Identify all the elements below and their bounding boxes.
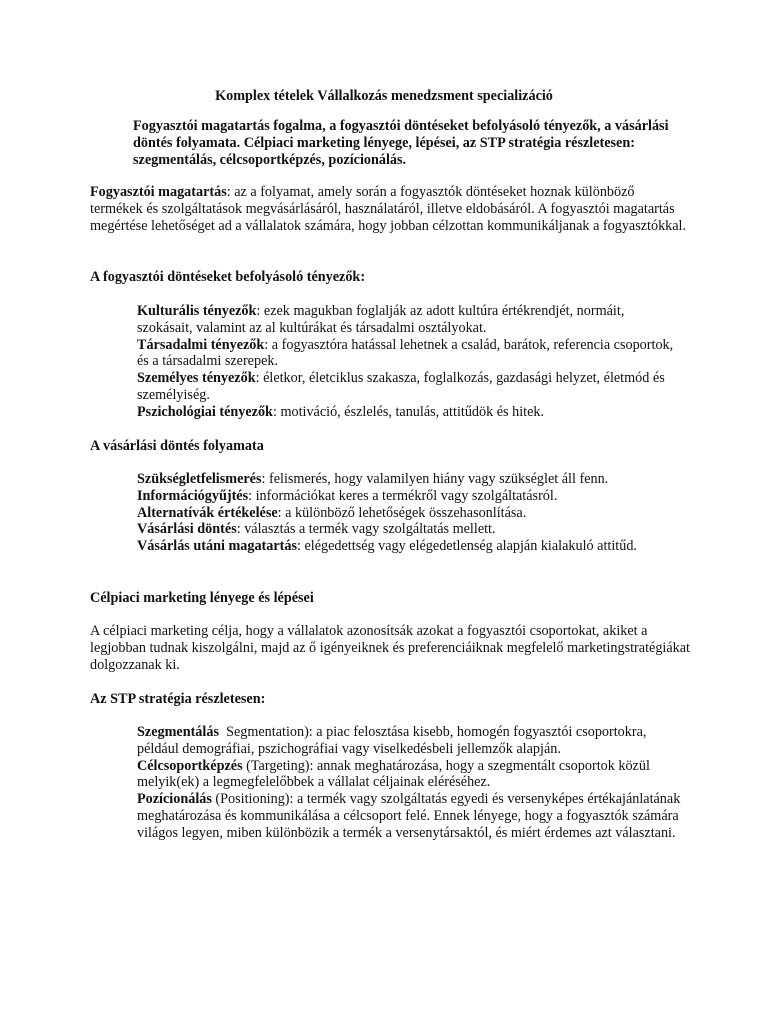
factor-term: Társadalmi tényezők <box>137 336 265 353</box>
stp-text: Segmentation): a piac felosztása kisebb, homogén fogyasztói csoportokra, például demográfiai, pszichográfiai vagy viselkedésbeli jellemzők alapján. <box>137 724 650 757</box>
process-text: : információkat keres a termékről vagy szolgáltatásról. <box>248 487 558 504</box>
list-item <box>137 404 682 421</box>
factor-term: Pszichológiai tényezők <box>137 403 273 420</box>
process-text: : felismerés, hogy valamilyen hiány vagy szükséglet áll fenn. <box>261 471 609 487</box>
factor-text: : motiváció, észlelés, tanulás, attitűdök és hitek. <box>272 403 545 420</box>
process-term: Információgyűjtés <box>137 487 249 504</box>
list-item <box>137 791 682 841</box>
factor-term: Személyes tényezők <box>137 370 256 387</box>
document-subtitle: Fogyasztói magatartás fogalma, a fogyasztói döntéseket befolyásoló tényezők, a vásárlási döntés folyamata. Célpiaci marketing lényege, lépései, az STP stratégia részletesen: szegmentálás, célcsoportképzés, pozícionálás. <box>133 118 669 168</box>
list-item <box>137 488 682 505</box>
list-item <box>137 303 682 337</box>
stp-term: Célcsoportképzés <box>137 757 243 774</box>
process-term: Szükségletfelismerés <box>137 471 262 487</box>
target-marketing-paragraph: A célpiaci marketing célja, hogy a vállalatok azonosítsák azokat a fogyasztói csoportokat, akiket a legjobban tudnak kiszolgálni, majd az ő igényeiknek és preferenciáiknak megfelelő marketingstratégiákat dolgozzanak ki. <box>90 623 690 673</box>
list-item <box>137 370 682 404</box>
intro-term: Fogyasztói magatartás <box>90 184 227 200</box>
process-term: Alternatívák értékelése <box>137 504 278 521</box>
stp-text: (Positioning): a termék vagy szolgáltatás egyedi és versenyképes értékajánlatának meghatározása és kommunikálása a célcsoport felé. Ennek lényege, hogy a fogyasztók számára világos legyen, miben különbözik a termék a versenytársaktól, és miért érdemes azt választani. <box>137 791 681 841</box>
factors-heading: A fogyasztói döntéseket befolyásoló tényezők: <box>90 269 366 285</box>
process-text: : a különböző lehetőségek összehasonlítása. <box>277 504 527 521</box>
list-item <box>137 471 682 488</box>
list-item <box>137 505 682 522</box>
stp-list <box>137 724 682 842</box>
stp-text: (Targeting): annak meghatározása, hogy a szegmentált csoportok közül melyik(ek) a legmegfelelőbbek a vállalat céljainak eléréséhez. <box>137 757 650 791</box>
factor-text: : életkor, életciklus szakasza, foglalkozás, gazdasági helyzet, életmód és személyiség. <box>137 370 665 403</box>
stp-heading: Az STP stratégia részletesen: <box>90 691 266 707</box>
stp-term: Pozícionálás <box>137 791 212 808</box>
factor-text: : ezek magukban foglalják az adott kultúra értékrendjét, normáit, szokásait, valamint az al kultúrákat és társadalmi osztályokat. <box>137 303 625 336</box>
process-term: Vásárlás utáni magatartás <box>137 538 297 555</box>
list-item <box>137 758 682 792</box>
intro-text: : az a folyamat, amely során a fogyasztók döntéseket hoznak különböző termékek és szolgáltatások megvásárlásáról, használatáról, illetve eldobásáról. A fogyasztói magatartás megértése lehetőséget ad a vállalatok számára, hogy jobban célzottan kommunikáljanak a fogyasztókkal. <box>90 184 687 234</box>
factor-text: : a fogyasztóra hatással lehetnek a család, barátok, referencia csoportok, és a társadalmi szerepek. <box>137 336 674 370</box>
process-list <box>137 471 682 555</box>
factor-term: Kulturális tényezők <box>137 303 257 319</box>
document-title: Komplex tételek Vállalkozás menedzsment specializáció <box>215 88 553 104</box>
process-heading: A vásárlási döntés folyamata <box>90 438 264 454</box>
list-item <box>137 538 682 555</box>
process-text: : elégedettség vagy elégedetlenség alapján kialakuló attitűd. <box>297 538 637 555</box>
list-item <box>137 521 682 538</box>
list-item <box>137 724 682 758</box>
process-term: Vásárlási döntés <box>137 521 237 538</box>
factors-list <box>137 303 682 421</box>
list-item <box>137 337 682 371</box>
intro-paragraph <box>90 184 690 234</box>
process-text: : választás a termék vagy szolgáltatás mellett. <box>236 521 496 538</box>
target-marketing-heading: Célpiaci marketing lényege és lépései <box>90 590 314 606</box>
stp-term: Szegmentálás <box>137 724 219 740</box>
